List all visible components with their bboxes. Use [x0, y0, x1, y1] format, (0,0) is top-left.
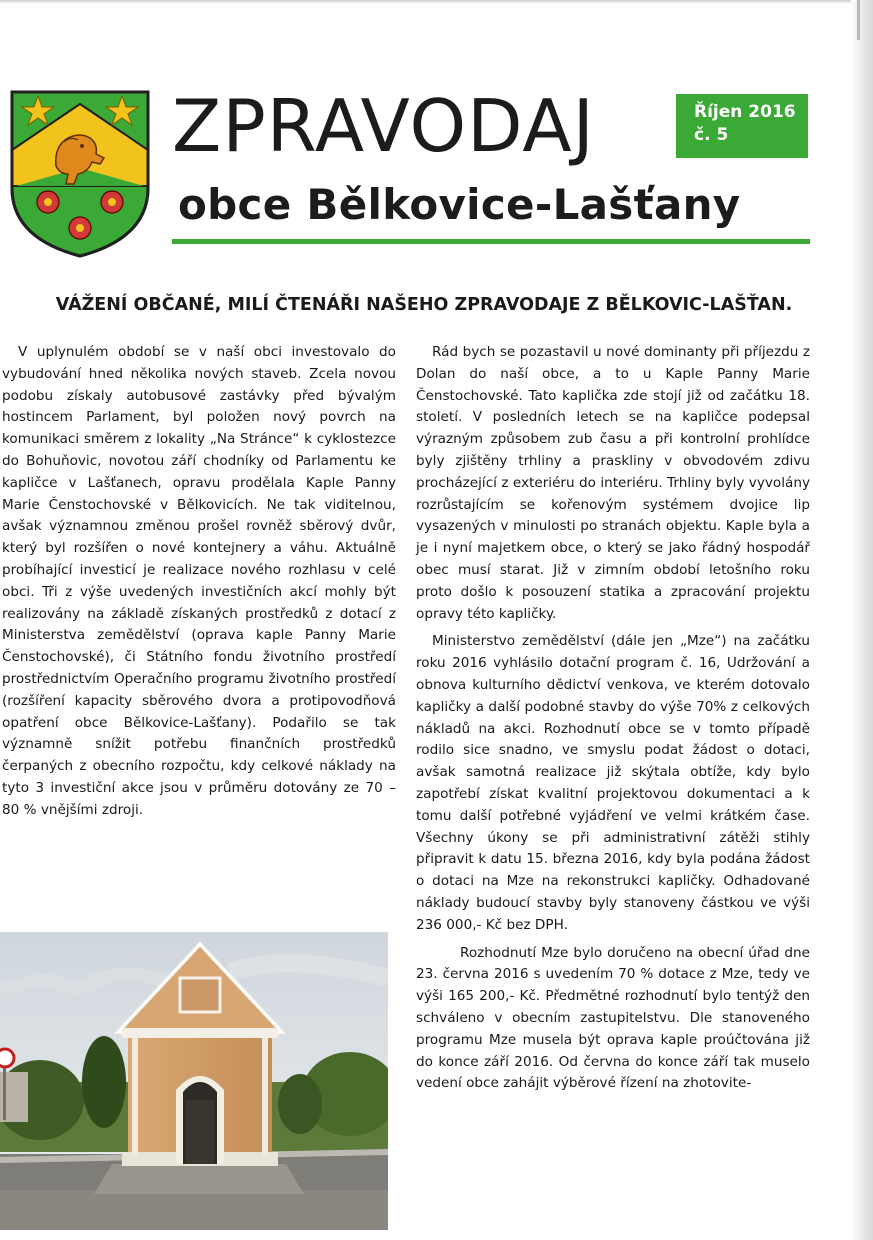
scan-top-edge	[0, 0, 873, 4]
article-left-column	[2, 342, 396, 822]
article-paragraph: Rozhodnutí Mze bylo doručeno na obecní úřad dne 23. června 2016 s uvedením 70 % dotace z Mze, tedy ve výši 165 200,- Kč. Předmětné rozhodnutí bylo tentýž den schváleno v obecním zastupitelstvu. Dle stanoveného programu Mze musela být oprava kaple proúčtována již do konce září 2016. Od června do konce září tak muselo vedení obce zahájit výběrové řízení na zhotovite-	[416, 944, 810, 1092]
issue-month: Říjen 2016	[694, 102, 796, 122]
municipal-coat-of-arms	[8, 88, 152, 260]
article-paragraph: Ministerstvo zemědělství (dále jen „Mze“) na začátku roku 2016 vyhlásilo dotační program č. 16, Udržování a obnova kulturního dědictví venkova, ve kterém dotovalo kapličky a další podobné stavby do výše 70% z celkových nákladů na akci. Rozhodnutí obce se v tomto případě rodilo sice snadno, ve smyslu podat žádost o dotaci, avšak samotná realizace již skýtala obtíže, kdy bylo zapotřebí získat kvalitní projektovou dokumentaci a k tomu další potřebné vyjádření ve velmi krátkém čase. Všechny úkony se při administrativní zátěži stihly připravit k datu 15. března 2016, kdy byla podána žádost o dotaci na Mze na rekonstrukci kapličky. Odhadované náklady budoucí stavby byly stanoveny částkou ve výši 236 000,- Kč bez DPH.	[416, 633, 810, 933]
rose-right-icon	[101, 191, 123, 213]
masthead-subtitle: obce Bělkovice-Lašťany	[178, 180, 741, 229]
chapel-photo	[0, 932, 388, 1230]
rose-bottom-icon	[69, 217, 91, 239]
masthead-title: ZPRAVODAJ	[172, 84, 595, 168]
issue-number: č. 5	[694, 125, 729, 145]
issue-badge	[676, 94, 808, 158]
article-paragraph: V uplynulém období se v naší obci investovalo do vybudování hned několika nových staveb. Zcela novou podobu získaly autobusové zastávky před bývalým hostincem Parlament, byl položen nový povrch na komunikaci směrem z lokality „Na Stránce“ k cyklostezce do Bohuňovic, novotou září chodníky od Parlamentu ke kapličce v Lašťanech, opravu prodělala Kaple Panny Marie Čenstochovské v Bělkovicích. Ne tak viditelnou, avšak významnou změnou prošel rovněž sběrový dvůr, který byl rozšířen o nové kontejnery a váhu. Aktuálně probíhající investicí je realizace nového rozhlasu v celé obci. Tři z výše uvedených investičních akcí mohly být realizovány na základě získaných prostředků z dotací z Ministerstva zemědělství (oprava kaple Panny Marie Čenstochovské), či Státního fondu životního prostředí prostřednictvím Operačního programu životního prostředí (rozšíření kapacity sběrového dvora a protipovodňová opatření obce Bělkovice-Lašťany). Podařilo se tak významně snížit potřebu finančních prostředků čerpaných z obecního rozpočtu, kdy celkové náklady na tyto 3 investiční akce jsou v průměru dotovány ze 70 – 80 % vnějšími zdroji.	[2, 344, 396, 818]
scan-fold-mark	[857, 0, 860, 40]
masthead-divider	[172, 239, 810, 244]
article-right-column	[416, 342, 810, 1095]
article-paragraph: Rád bych se pozastavil u nové dominanty při příjezdu z Dolan do naší obce, a to u Kaple Panny Marie Čenstochovské. Tato kaplička zde stojí již od začátku 18. století. V posledních letech se na kapličce podepsal výrazným způsobem zub času a při kontrolní prohlídce byly zjištěny trhliny a praskliny v obvodovém zdivu procházející z exteriéru do interiéru. Trhliny byly vyvolány rozrůstajícím se kořenovým systémem dvojice lip vysazených v minulosti po stranách objektu. Kaple byla a je i nyní majetkem obce, o který se jako řádný hospodář obec musí starat. Již v zimním období letošního roku proto došlo k posouzení statika a zpracování projektu opravy této kapličky.	[416, 344, 810, 622]
scan-right-edge	[851, 0, 873, 1240]
rose-left-icon	[37, 191, 59, 213]
article-headline: VÁŽENÍ OBČANÉ, MILÍ ČTENÁŘI NAŠEHO ZPRAVODAJE Z BĚLKOVIC-LAŠŤAN.	[55, 295, 793, 315]
